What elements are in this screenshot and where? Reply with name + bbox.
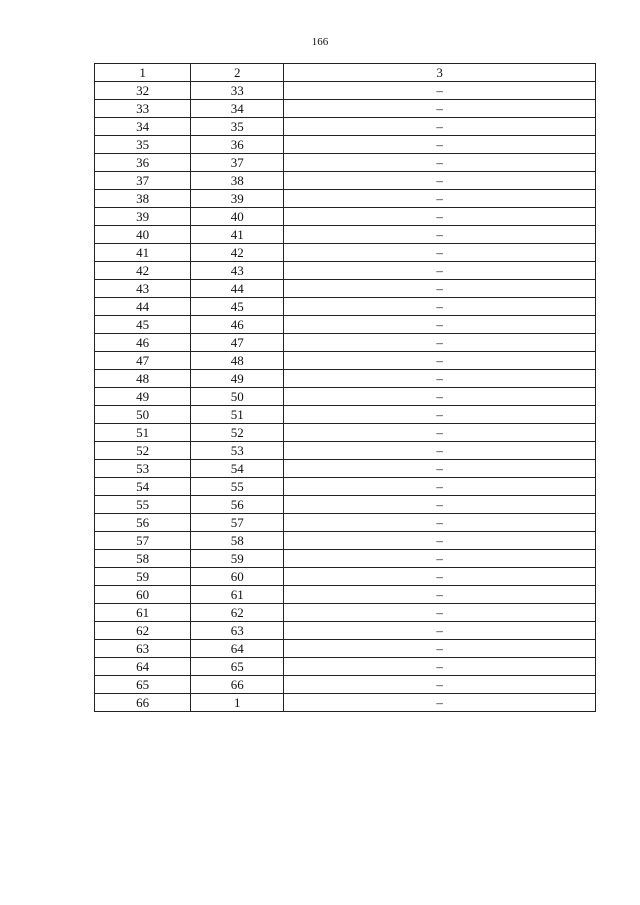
table-cell-col3: – xyxy=(284,280,596,298)
table-cell-col2: 43 xyxy=(191,262,284,280)
table-cell-col3: – xyxy=(284,532,596,550)
table-cell-col3: – xyxy=(284,208,596,226)
column-header-3: 3 xyxy=(284,64,596,82)
table-cell-col1: 38 xyxy=(95,190,191,208)
table-cell-col2: 52 xyxy=(191,424,284,442)
table-cell-col2: 58 xyxy=(191,532,284,550)
table-cell-col2: 64 xyxy=(191,640,284,658)
table-row xyxy=(95,676,596,694)
table-cell-col1: 46 xyxy=(95,334,191,352)
table-cell-col2: 62 xyxy=(191,604,284,622)
table-cell-col3: – xyxy=(284,352,596,370)
table-row xyxy=(95,658,596,676)
table-row xyxy=(95,442,596,460)
table-cell-col1: 57 xyxy=(95,532,191,550)
table-cell-col2: 40 xyxy=(191,208,284,226)
table-cell-col2: 51 xyxy=(191,406,284,424)
table-row xyxy=(95,298,596,316)
table-cell-col1: 39 xyxy=(95,208,191,226)
table-row xyxy=(95,100,596,118)
table-row xyxy=(95,190,596,208)
table-cell-col1: 55 xyxy=(95,496,191,514)
table-cell-col1: 35 xyxy=(95,136,191,154)
table-cell-col2: 65 xyxy=(191,658,284,676)
table-cell-col1: 37 xyxy=(95,172,191,190)
table-cell-col1: 53 xyxy=(95,460,191,478)
table-cell-col3: – xyxy=(284,442,596,460)
table-row xyxy=(95,370,596,388)
table-cell-col2: 54 xyxy=(191,460,284,478)
table-cell-col1: 59 xyxy=(95,568,191,586)
table-cell-col1: 36 xyxy=(95,154,191,172)
table-cell-col1: 50 xyxy=(95,406,191,424)
table-row xyxy=(95,406,596,424)
table-cell-col3: – xyxy=(284,640,596,658)
table-cell-col1: 47 xyxy=(95,352,191,370)
table-cell-col3: – xyxy=(284,424,596,442)
table-cell-col1: 40 xyxy=(95,226,191,244)
table-cell-col3: – xyxy=(284,514,596,532)
table-row xyxy=(95,208,596,226)
table-row xyxy=(95,514,596,532)
table-cell-col1: 54 xyxy=(95,478,191,496)
table-cell-col3: – xyxy=(284,406,596,424)
table-cell-col3: – xyxy=(284,550,596,568)
table-row xyxy=(95,388,596,406)
table-cell-col3: – xyxy=(284,622,596,640)
table-cell-col2: 47 xyxy=(191,334,284,352)
table-cell-col1: 43 xyxy=(95,280,191,298)
table-cell-col3: – xyxy=(284,694,596,712)
table-cell-col1: 56 xyxy=(95,514,191,532)
column-header-1: 1 xyxy=(95,64,191,82)
table-cell-col2: 48 xyxy=(191,352,284,370)
table-cell-col3: – xyxy=(284,478,596,496)
table-cell-col2: 33 xyxy=(191,82,284,100)
table-cell-col3: – xyxy=(284,244,596,262)
table-row xyxy=(95,118,596,136)
table-cell-col1: 42 xyxy=(95,262,191,280)
table-cell-col2: 60 xyxy=(191,568,284,586)
table-cell-col2: 53 xyxy=(191,442,284,460)
table-cell-col3: – xyxy=(284,568,596,586)
column-header-2: 2 xyxy=(191,64,284,82)
table-cell-col1: 34 xyxy=(95,118,191,136)
table-row xyxy=(95,586,596,604)
table-cell-col2: 44 xyxy=(191,280,284,298)
table-cell-col1: 62 xyxy=(95,622,191,640)
table-cell-col3: – xyxy=(284,586,596,604)
table-cell-col2: 42 xyxy=(191,244,284,262)
table-row xyxy=(95,496,596,514)
table-cell-col3: – xyxy=(284,370,596,388)
table-cell-col3: – xyxy=(284,82,596,100)
table-cell-col1: 49 xyxy=(95,388,191,406)
table-cell-col3: – xyxy=(284,460,596,478)
table-cell-col1: 41 xyxy=(95,244,191,262)
table-row xyxy=(95,478,596,496)
table-cell-col1: 66 xyxy=(95,694,191,712)
table-cell-col3: – xyxy=(284,118,596,136)
table-cell-col2: 46 xyxy=(191,316,284,334)
table-cell-col2: 63 xyxy=(191,622,284,640)
table-cell-col3: – xyxy=(284,136,596,154)
table-cell-col2: 41 xyxy=(191,226,284,244)
table-cell-col1: 58 xyxy=(95,550,191,568)
table-cell-col1: 44 xyxy=(95,298,191,316)
table-body xyxy=(95,82,596,712)
table-cell-col3: – xyxy=(284,100,596,118)
table-cell-col1: 65 xyxy=(95,676,191,694)
table-cell-col3: – xyxy=(284,496,596,514)
table-cell-col2: 37 xyxy=(191,154,284,172)
table-row xyxy=(95,424,596,442)
data-table xyxy=(94,63,596,712)
table-cell-col2: 66 xyxy=(191,676,284,694)
table-cell-col1: 45 xyxy=(95,316,191,334)
table-cell-col1: 64 xyxy=(95,658,191,676)
table-cell-col3: – xyxy=(284,154,596,172)
table-cell-col3: – xyxy=(284,190,596,208)
table-row xyxy=(95,226,596,244)
table-cell-col1: 63 xyxy=(95,640,191,658)
table-cell-col2: 45 xyxy=(191,298,284,316)
table-cell-col3: – xyxy=(284,316,596,334)
table-row xyxy=(95,82,596,100)
table-row xyxy=(95,280,596,298)
table-row xyxy=(95,550,596,568)
table-cell-col3: – xyxy=(284,172,596,190)
table-cell-col2: 35 xyxy=(191,118,284,136)
table-cell-col1: 60 xyxy=(95,586,191,604)
table-row xyxy=(95,334,596,352)
table-header-row xyxy=(95,64,596,82)
table-cell-col2: 38 xyxy=(191,172,284,190)
table-cell-col2: 55 xyxy=(191,478,284,496)
table-cell-col3: – xyxy=(284,334,596,352)
table-cell-col2: 50 xyxy=(191,388,284,406)
page-number: 166 xyxy=(311,36,329,48)
table-row xyxy=(95,352,596,370)
table-cell-col3: – xyxy=(284,658,596,676)
table-cell-col2: 39 xyxy=(191,190,284,208)
table-cell-col2: 1 xyxy=(191,694,284,712)
table-row xyxy=(95,316,596,334)
table-cell-col3: – xyxy=(284,226,596,244)
table-cell-col2: 61 xyxy=(191,586,284,604)
table-cell-col1: 48 xyxy=(95,370,191,388)
table-cell-col2: 56 xyxy=(191,496,284,514)
table-row xyxy=(95,640,596,658)
table-cell-col1: 51 xyxy=(95,424,191,442)
table-cell-col2: 36 xyxy=(191,136,284,154)
table-cell-col1: 32 xyxy=(95,82,191,100)
table-cell-col1: 33 xyxy=(95,100,191,118)
table-cell-col3: – xyxy=(284,262,596,280)
table-row xyxy=(95,694,596,712)
table-row xyxy=(95,532,596,550)
table-cell-col1: 61 xyxy=(95,604,191,622)
table-row xyxy=(95,262,596,280)
table-cell-col3: – xyxy=(284,604,596,622)
table-row xyxy=(95,154,596,172)
table-row xyxy=(95,622,596,640)
table-row xyxy=(95,568,596,586)
table-row xyxy=(95,244,596,262)
table-cell-col3: – xyxy=(284,298,596,316)
table-row xyxy=(95,604,596,622)
table-cell-col2: 34 xyxy=(191,100,284,118)
table-cell-col1: 52 xyxy=(95,442,191,460)
table-cell-col2: 49 xyxy=(191,370,284,388)
table-cell-col3: – xyxy=(284,676,596,694)
table-cell-col3: – xyxy=(284,388,596,406)
table-row xyxy=(95,172,596,190)
table-row xyxy=(95,136,596,154)
table-cell-col2: 57 xyxy=(191,514,284,532)
table-row xyxy=(95,460,596,478)
table-cell-col2: 59 xyxy=(191,550,284,568)
